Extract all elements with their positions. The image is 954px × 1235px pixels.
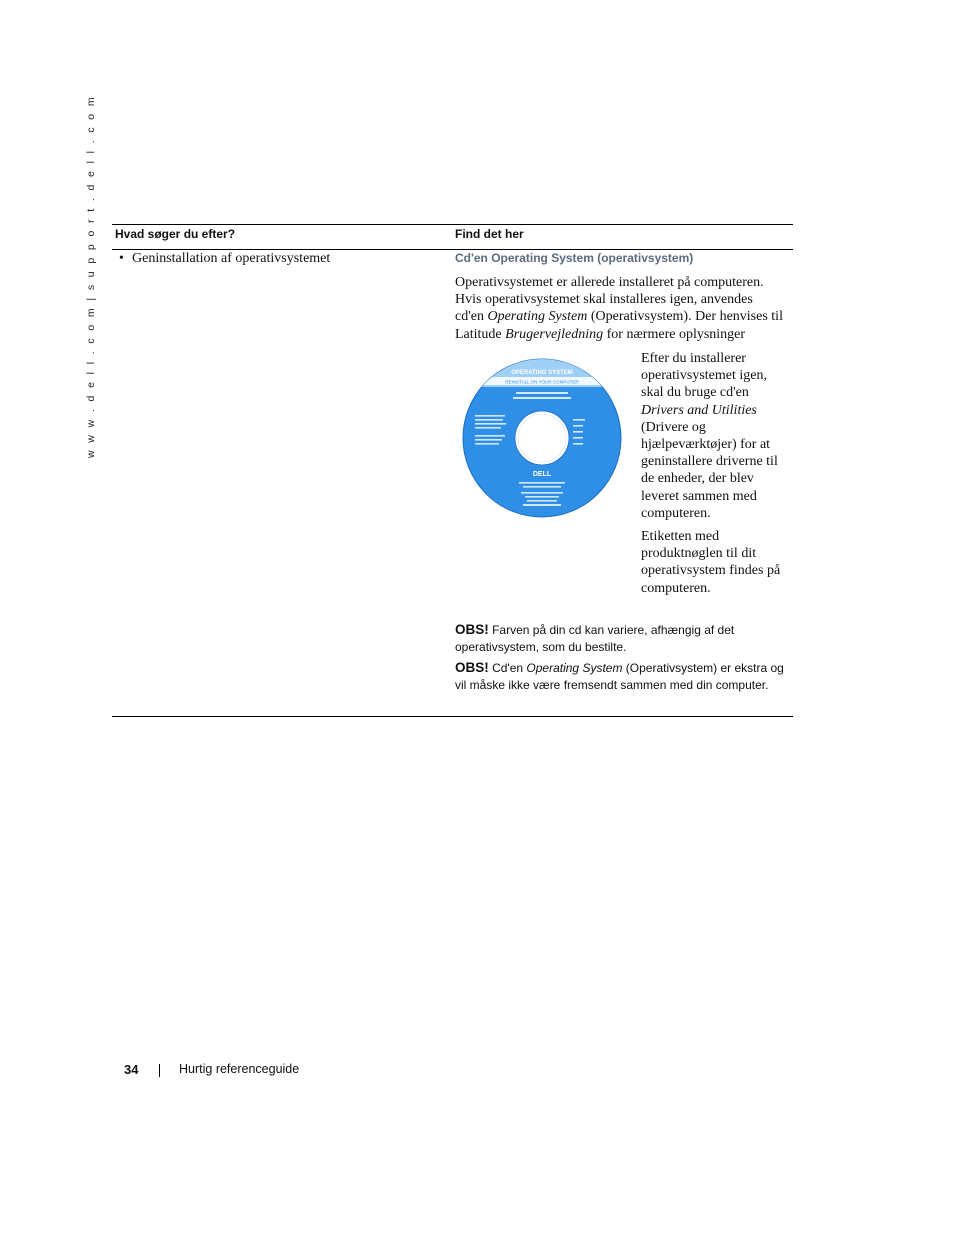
drivers-paragraph: Efter du installerer operativsystemet igen, skal du bruge cd'en Drivers and Utilities (Drivere og hjælpeværktøjer) for at geninstallere driverne til de enheder, der blev leveret sammen med computeren. [641, 351, 778, 521]
product-key-paragraph: Etiketten med produktnøglen til dit operativsystem findes på computeren. [641, 529, 781, 596]
col2-header: Find det her [455, 227, 524, 241]
cd-title: OPERATING SYSTEM [511, 370, 573, 376]
note-color: OBS! Farven på din cd kan variere, afhængig af det operativsystem, som du bestilte. [455, 622, 735, 655]
note-label: OBS! [455, 622, 489, 637]
header-rule [112, 249, 793, 250]
reinstall-drivers-text [641, 350, 791, 603]
section-subhead: Cd'en Operating System (operativsystem) [455, 251, 694, 265]
note-optional-cd: OBS! Cd'en Operating System (Operativsystem) er ekstra og vil måske ikke være fremsendt sammen med din computer. [455, 660, 784, 693]
cd-subtitle: REINSTALL ON YOUR COMPUTER [505, 379, 579, 385]
page-number: 34 [124, 1062, 139, 1077]
cd-brand: DELL [532, 471, 552, 478]
footer-title: Hurtig referenceguide [179, 1062, 300, 1076]
intro-paragraph: Operativsystemet er allerede installeret på computeren. Hvis operativsystemet skal installeres igen, anvendes cd'en Operating System (Operativsystem). Der henvises til Latitude Brugervejledning for nærmere oplysninger [455, 275, 783, 342]
search-item: Geninstallation af operativsystemet [132, 251, 331, 266]
bullet-marker: • [119, 251, 124, 266]
cd-image [461, 357, 623, 519]
side-url-text: w w w . d e l l . c o m | s u p p o r t . d e l l . c o m [85, 94, 97, 458]
side-url [85, 94, 99, 458]
footer-separator [159, 1064, 160, 1077]
table-bottom-rule [112, 716, 793, 717]
note-label: OBS! [455, 660, 489, 675]
table-top-rule [112, 224, 793, 225]
col1-header: Hvad søger du efter? [115, 227, 236, 241]
